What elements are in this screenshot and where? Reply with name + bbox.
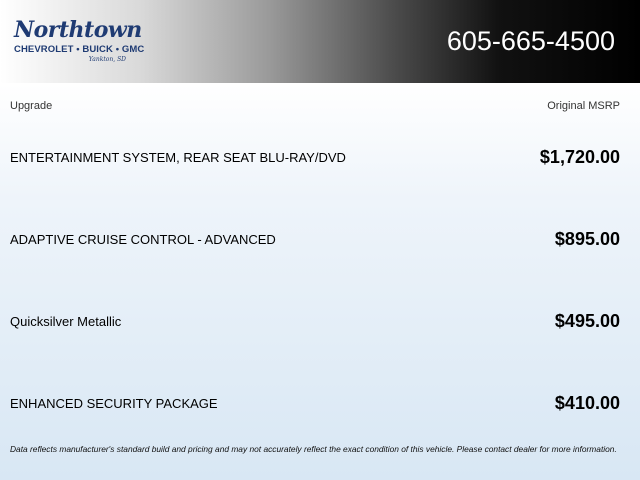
upgrade-price: $895.00 [554,229,620,249]
column-header-msrp: Original MSRP [547,100,620,112]
column-header-upgrade: Upgrade [10,100,53,112]
header-banner [0,0,640,83]
dealer-logo [12,17,145,66]
upgrade-price: $1,720.00 [539,147,620,167]
upgrade-price: $495.00 [554,311,620,331]
disclaimer-text: Data reflects manufacturer's standard build and pricing and may not accurately reflect the exact condition of this vehicle. Please contact dealer for more information. [10,444,617,454]
logo-location: Yankton, SD [88,56,126,63]
upgrade-name: ENHANCED SECURITY PACKAGE [10,396,218,411]
upgrade-name: Quicksilver Metallic [10,314,122,329]
upgrade-price: $410.00 [554,393,620,413]
logo-dealer-name: Northtown [14,17,142,43]
upgrade-name: ADAPTIVE CRUISE CONTROL - ADVANCED [10,232,276,247]
logo-brands: CHEVROLET • BUICK • GMC [14,44,145,55]
upgrade-name: ENTERTAINMENT SYSTEM, REAR SEAT BLU-RAY/DVD [10,150,346,165]
dealer-phone[interactable]: 605-665-4500 [446,26,615,56]
